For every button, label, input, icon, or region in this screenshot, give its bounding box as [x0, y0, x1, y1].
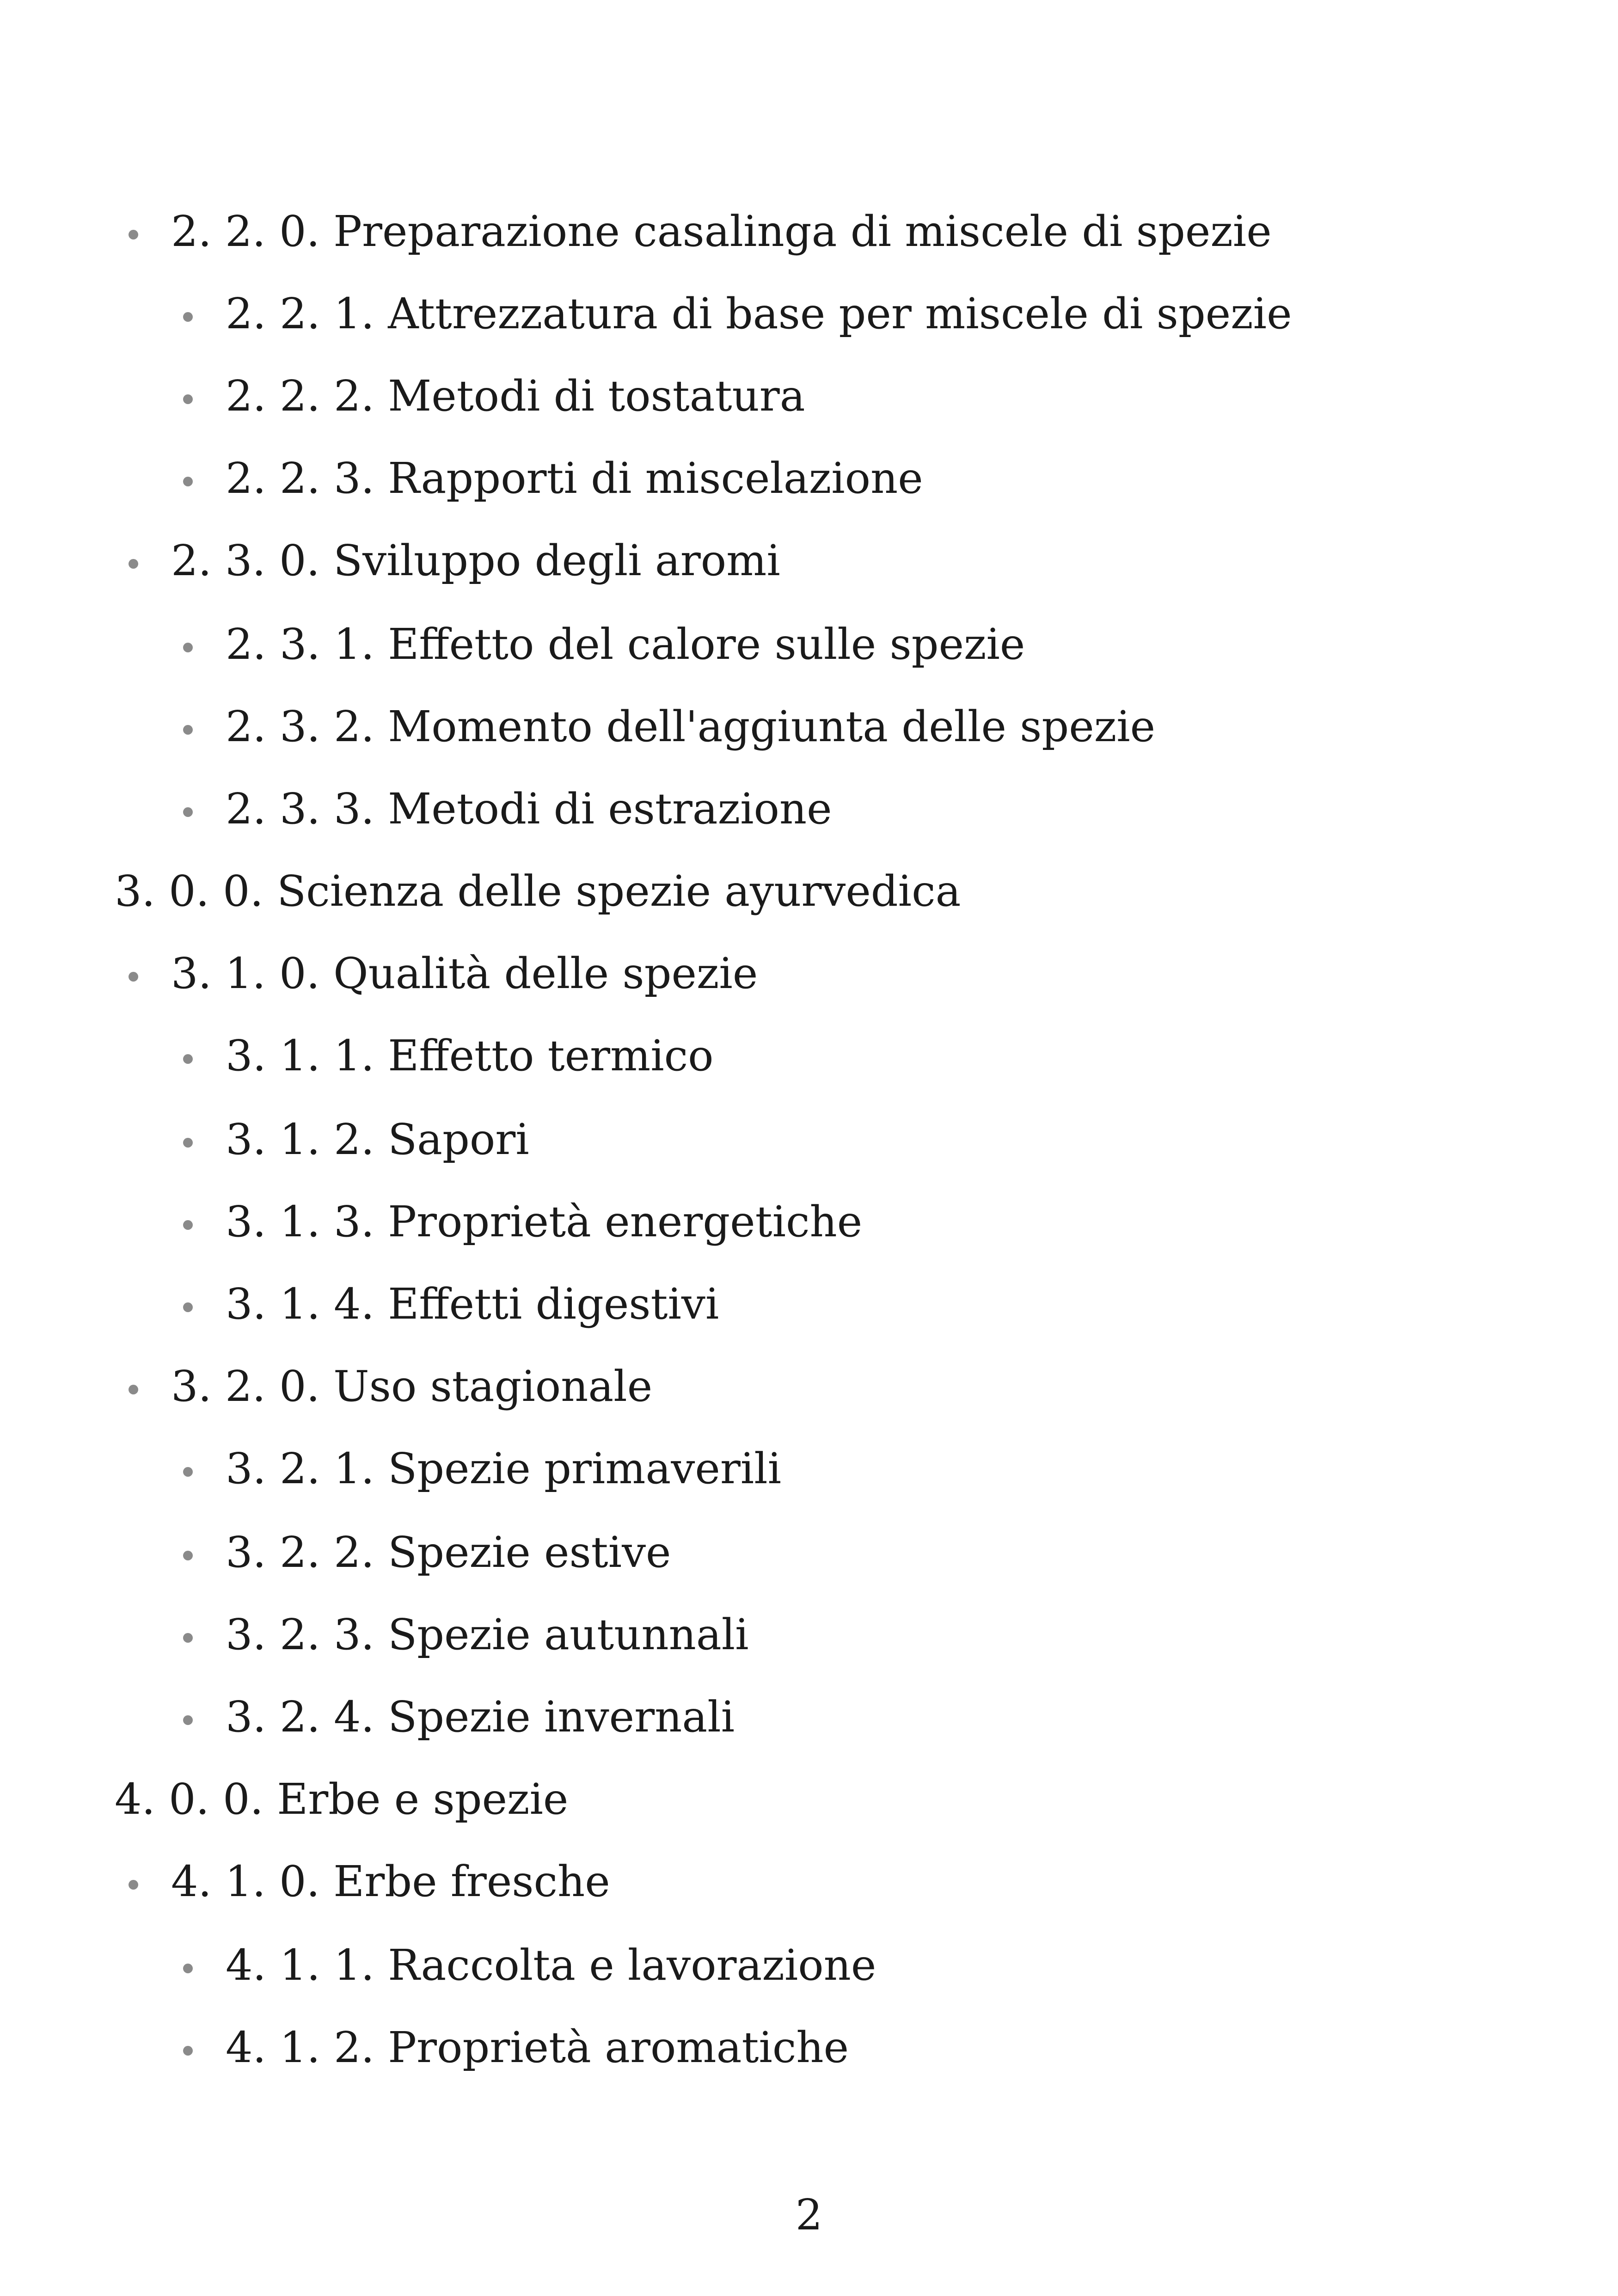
toc-entry-label: 3. 0. 0. Scienza delle spezie ayurvedica — [115, 866, 961, 916]
bullet-icon — [183, 1715, 193, 1725]
toc-entry-label: 3. 2. 1. Spezie primaverili — [226, 1444, 782, 1493]
toc-entry-4-1-1[interactable] — [226, 1940, 876, 1990]
toc-entry-3-1-2[interactable] — [226, 1115, 529, 1164]
toc-entry-label: 3. 2. 3. Spezie autunnali — [226, 1610, 749, 1659]
toc-entry-label: 2. 2. 1. Attrezzatura di base per miscele di spezie — [226, 289, 1292, 338]
toc-entry-2-2-0[interactable] — [171, 207, 1272, 256]
toc-entry-2-2-1[interactable] — [226, 289, 1292, 338]
bullet-icon — [183, 1220, 193, 1230]
bullet-icon — [183, 1633, 193, 1643]
page-number: 2 — [795, 2190, 823, 2240]
toc-entry-4-1-0[interactable] — [171, 1857, 610, 1906]
toc-entry-label: 2. 3. 2. Momento dell'aggiunta delle spezie — [226, 702, 1156, 751]
toc-entry-label: 2. 3. 0. Sviluppo degli aromi — [171, 536, 780, 585]
toc-entry-label: 3. 1. 3. Proprietà energetiche — [226, 1197, 863, 1246]
toc-entry-label: 2. 2. 2. Metodi di tostatura — [226, 371, 805, 421]
bullet-icon — [129, 559, 138, 569]
bullet-icon — [183, 1964, 193, 1973]
toc-entry-3-2-3[interactable] — [226, 1610, 749, 1659]
toc-entry-label: 3. 2. 4. Spezie invernali — [226, 1692, 735, 1742]
bullet-icon — [183, 2046, 193, 2056]
toc-entry-label: 2. 3. 1. Effetto del calore sulle spezie — [226, 620, 1025, 669]
toc-entry-3-1-4[interactable] — [226, 1279, 719, 1329]
toc-entry-label: 4. 1. 1. Raccolta e lavorazione — [226, 1940, 876, 1990]
bullet-icon — [183, 1467, 193, 1477]
toc-entry-2-3-0[interactable] — [171, 536, 780, 585]
toc-entry-label: 3. 2. 2. Spezie estive — [226, 1528, 671, 1577]
bullet-icon — [129, 230, 138, 239]
bullet-icon — [183, 643, 193, 652]
bullet-icon — [129, 1385, 138, 1394]
bullet-icon — [183, 807, 193, 817]
toc-entry-3-1-1[interactable] — [226, 1031, 714, 1080]
toc-entry-label: 3. 1. 0. Qualità delle spezie — [171, 949, 758, 998]
toc-entry-2-3-2[interactable] — [226, 702, 1156, 751]
toc-entry-label: 2. 3. 3. Metodi di estrazione — [226, 784, 832, 834]
toc-entry-label: 2. 2. 3. Rapporti di miscelazione — [226, 454, 923, 503]
toc-entry-3-2-2[interactable] — [226, 1528, 671, 1577]
toc-entry-3-0-0[interactable] — [115, 866, 961, 916]
toc-entry-label: 2. 2. 0. Preparazione casalinga di miscele di spezie — [171, 207, 1272, 256]
toc-entry-2-2-2[interactable] — [226, 371, 805, 421]
toc-entry-label: 3. 1. 2. Sapori — [226, 1115, 529, 1164]
bullet-icon — [183, 725, 193, 735]
bullet-icon — [183, 1551, 193, 1560]
toc-entry-3-2-4[interactable] — [226, 1692, 735, 1742]
toc-entry-4-1-2[interactable] — [226, 2023, 849, 2072]
bullet-icon — [183, 477, 193, 486]
toc-entry-label: 4. 1. 0. Erbe fresche — [171, 1857, 610, 1906]
toc-entry-3-1-0[interactable] — [171, 949, 758, 998]
toc-entry-3-1-3[interactable] — [226, 1197, 863, 1246]
bullet-icon — [129, 1880, 138, 1890]
toc-entry-2-3-3[interactable] — [226, 784, 832, 834]
bullet-icon — [183, 394, 193, 404]
toc-entry-label: 3. 1. 1. Effetto termico — [226, 1031, 714, 1080]
bullet-icon — [183, 1054, 193, 1064]
bullet-icon — [183, 312, 193, 322]
toc-entry-label: 4. 0. 0. Erbe e spezie — [115, 1774, 569, 1824]
toc-entry-2-3-1[interactable] — [226, 620, 1025, 669]
toc-entry-3-2-0[interactable] — [171, 1362, 653, 1411]
toc-entry-4-0-0[interactable] — [115, 1774, 569, 1824]
toc-entry-label: 3. 1. 4. Effetti digestivi — [226, 1279, 719, 1329]
toc-entry-2-2-3[interactable] — [226, 454, 923, 503]
toc-entry-label: 3. 2. 0. Uso stagionale — [171, 1362, 653, 1411]
bullet-icon — [183, 1302, 193, 1312]
toc-entry-3-2-1[interactable] — [226, 1444, 782, 1493]
bullet-icon — [129, 972, 138, 982]
toc-entry-label: 4. 1. 2. Proprietà aromatiche — [226, 2023, 849, 2072]
bullet-icon — [183, 1138, 193, 1148]
